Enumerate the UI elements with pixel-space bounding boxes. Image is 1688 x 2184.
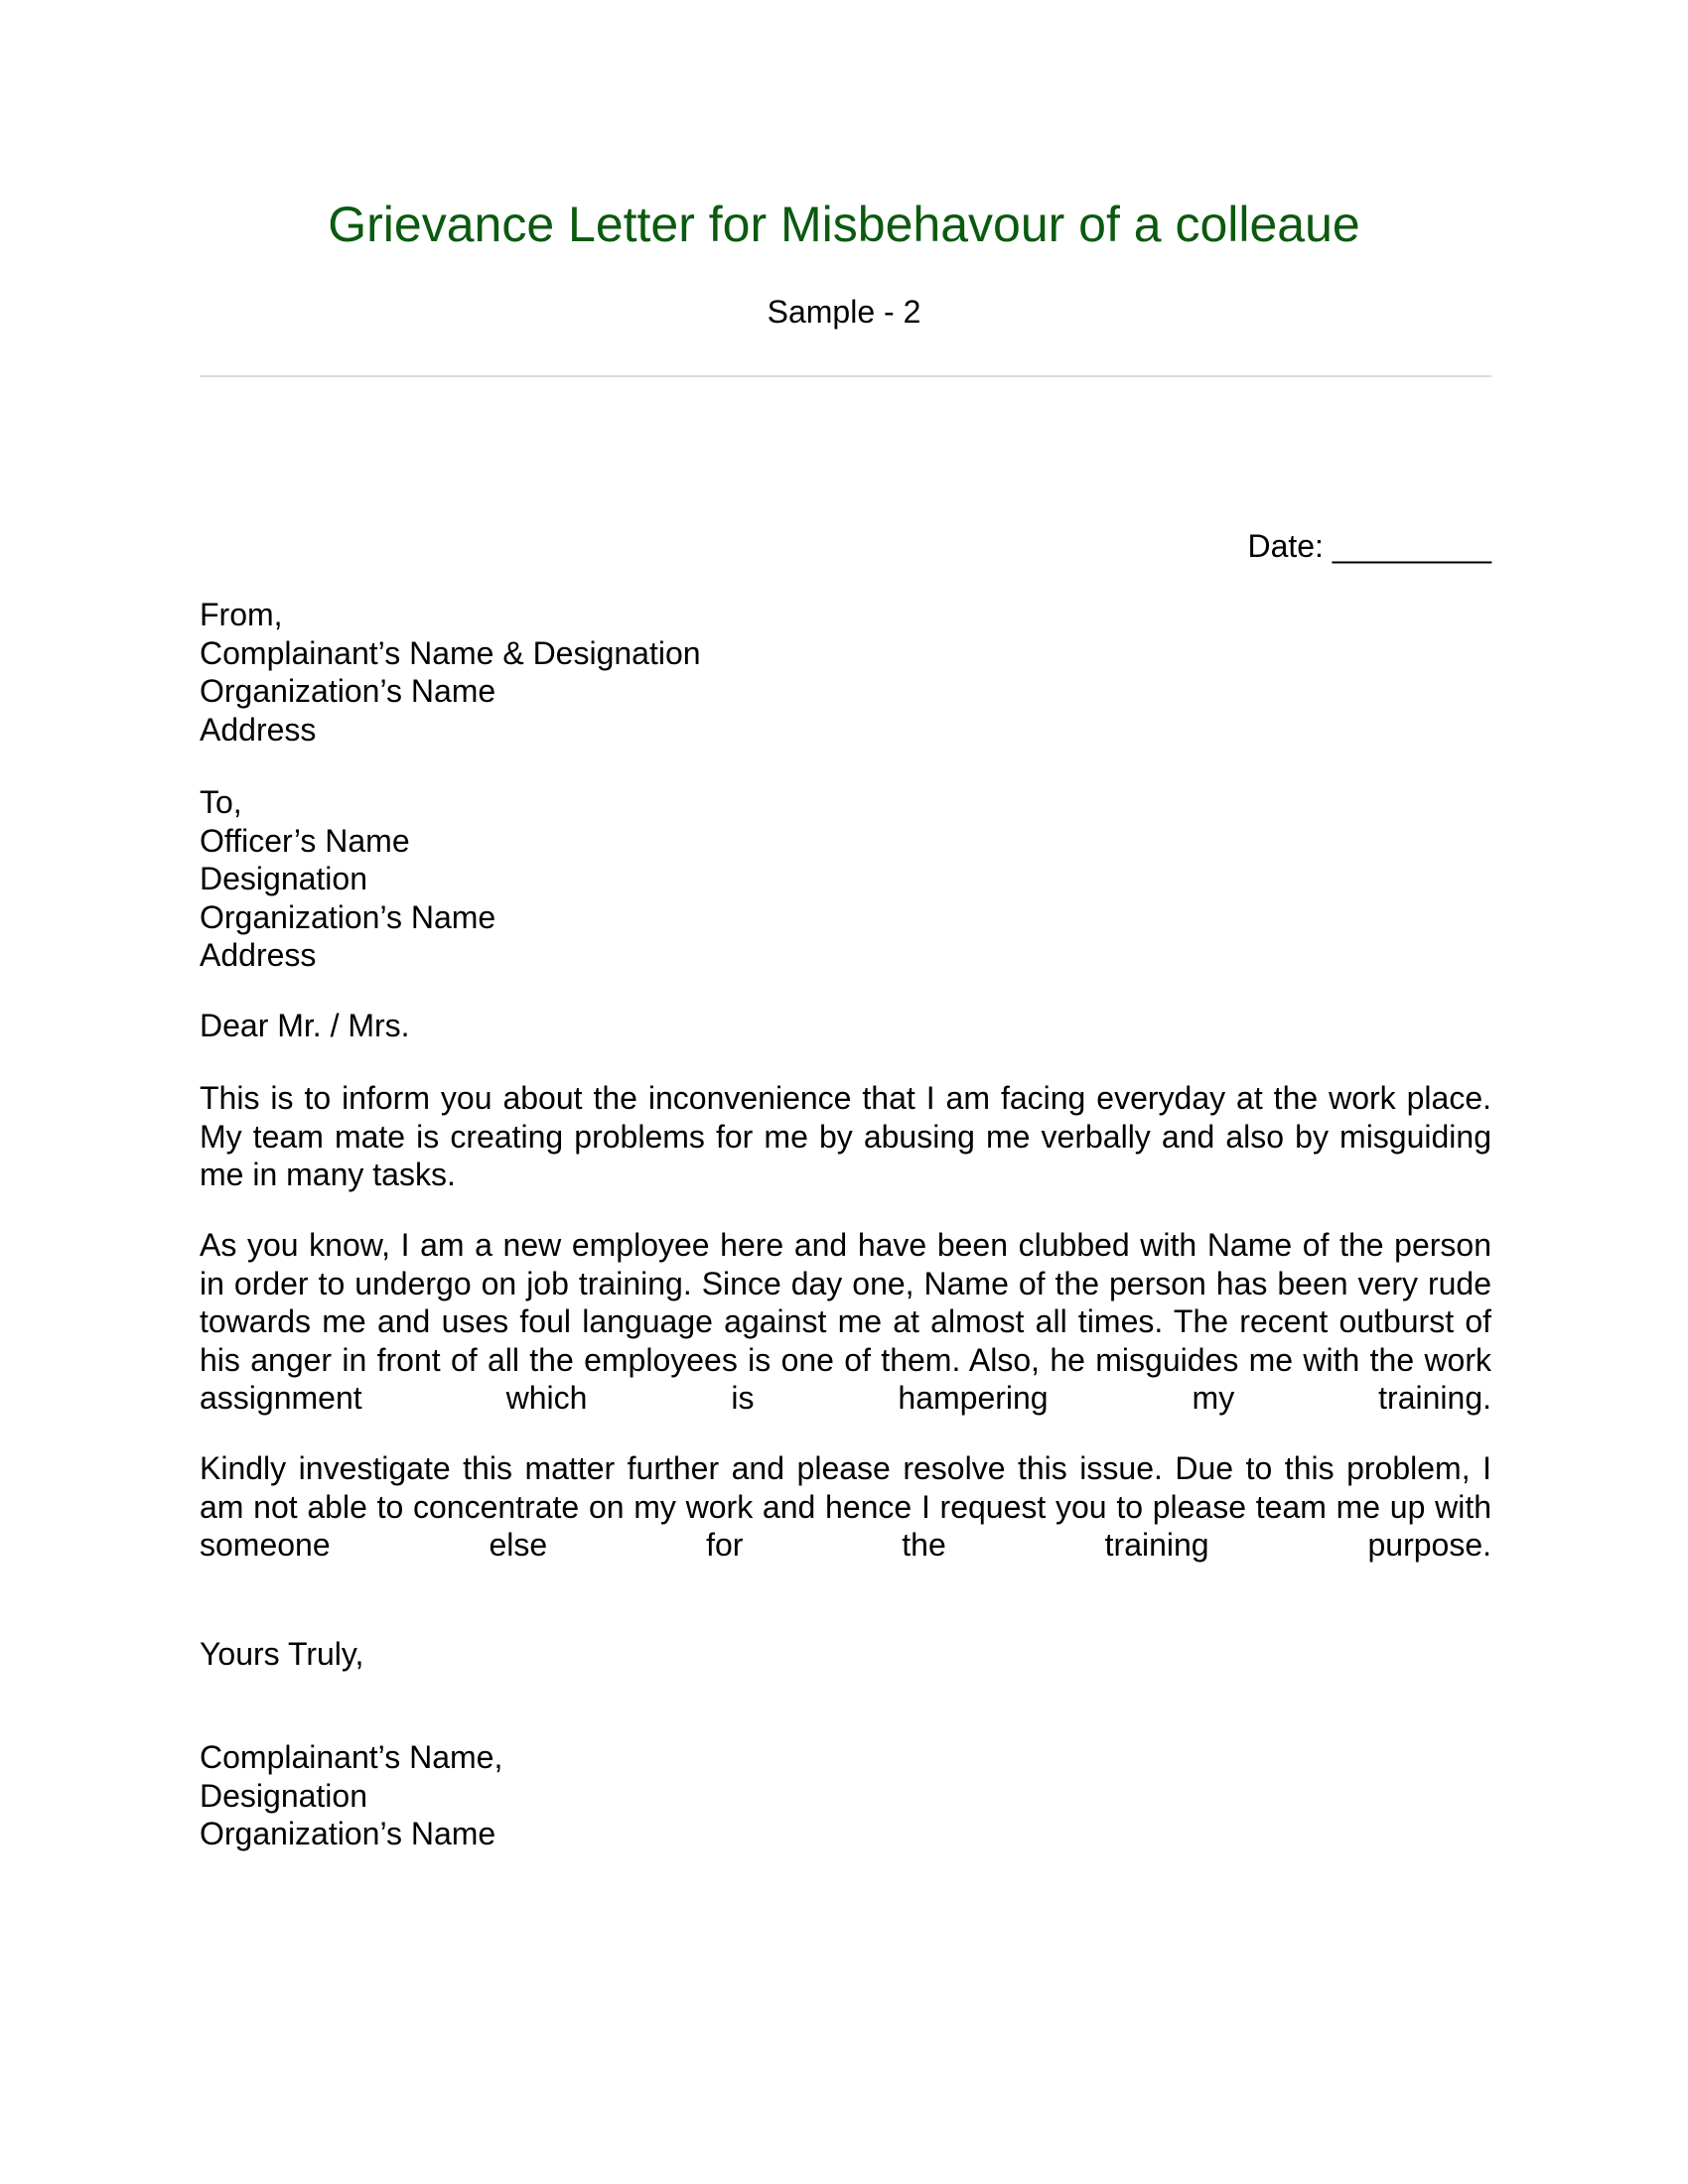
signature-organization: Organization’s Name bbox=[200, 1816, 496, 1851]
sender-from-label: From, bbox=[200, 597, 283, 632]
date-line: Date: _________ bbox=[1247, 528, 1491, 564]
page-subtitle: Sample - 2 bbox=[767, 294, 921, 330]
sender-name-designation: Complainant’s Name & Designation bbox=[200, 634, 701, 671]
page-title: Grievance Letter for Misbehavour of a colleaue bbox=[328, 197, 1360, 252]
signature-block bbox=[200, 1738, 1491, 1853]
sender-address-block bbox=[200, 596, 1491, 749]
sender-address: Address bbox=[200, 711, 317, 748]
recipient-designation: Designation bbox=[200, 861, 367, 896]
recipient-officer-name: Officer’s Name bbox=[200, 822, 410, 859]
closing-line: Yours Truly, bbox=[200, 1636, 364, 1672]
header-divider bbox=[200, 375, 1491, 377]
sender-organization: Organization’s Name bbox=[200, 673, 496, 709]
body-paragraph-2: As you know, I am a new employee here and have been clubbed with Name of the person in order to undergo on job training. Since day one, Name of the person has been very rude towards me and uses foul language against me at almost all times. The recent outburst of his anger in front of all the employees is one of them. Also, he misguides me with the work assignment which is hampering my training. bbox=[200, 1227, 1491, 1416]
recipient-address: Address bbox=[200, 937, 317, 973]
recipient-to-label: To, bbox=[200, 784, 242, 820]
body-paragraph-1: This is to inform you about the inconvenience that I am facing everyday at the work place. My team mate is creating problems for me by abusing me verbally and also by misguiding me in many tasks. bbox=[200, 1080, 1491, 1192]
recipient-organization: Organization’s Name bbox=[200, 898, 496, 935]
signature-designation: Designation bbox=[200, 1777, 367, 1814]
signature-name: Complainant’s Name, bbox=[200, 1739, 503, 1775]
recipient-address-block bbox=[200, 783, 1491, 975]
salutation: Dear Mr. / Mrs. bbox=[200, 1008, 410, 1043]
body-paragraph-3: Kindly investigate this matter further and please resolve this issue. Due to this problem, I am not able to concentrate on my work and hence I request you to please team me up with someone else for the training purpose. bbox=[200, 1450, 1491, 1563]
